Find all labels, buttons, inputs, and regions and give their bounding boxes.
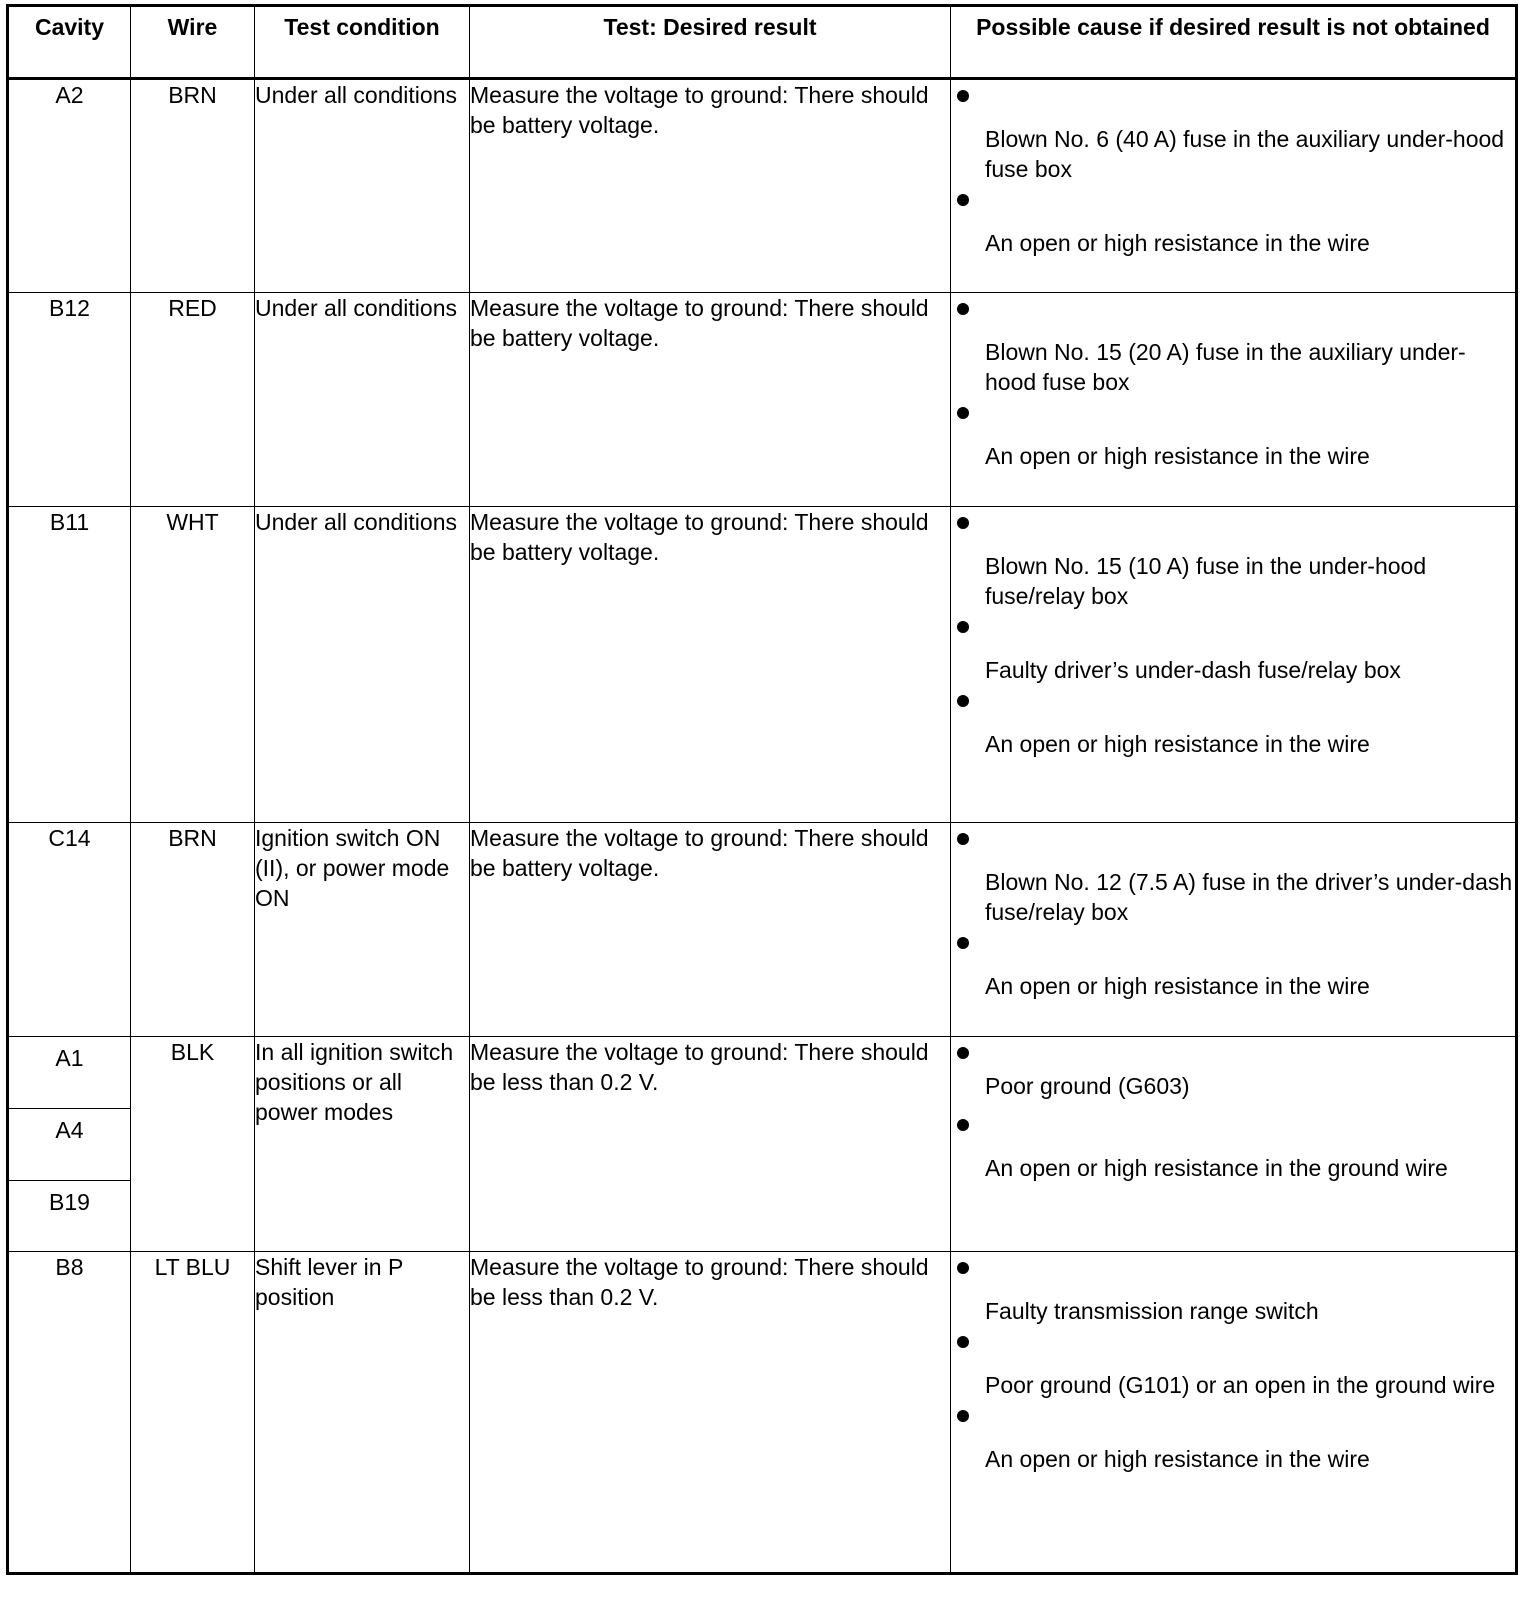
test-table: [6, 4, 1518, 1575]
cause-item: [951, 695, 1515, 759]
cause-text: Blown No. 15 (20 A) fuse in the auxiliary under-hood fuse box: [985, 339, 1466, 395]
bullet-icon: [957, 1336, 969, 1348]
bullet-icon: [957, 1410, 969, 1422]
cavity-cell: B11: [8, 507, 131, 823]
cause-text: Poor ground (G603): [985, 1073, 1190, 1099]
cavity-cell: B12: [8, 293, 131, 507]
wire-cell: LT BLU: [131, 1252, 255, 1574]
cause-text: An open or high resistance in the wire: [985, 230, 1370, 256]
bullet-icon: [957, 1262, 969, 1274]
cause-text: Blown No. 12 (7.5 A) fuse in the driver’s under-dash fuse/relay box: [985, 869, 1513, 925]
cause-text: An open or high resistance in the wire: [985, 443, 1370, 469]
cause-cell: [951, 1037, 1517, 1252]
cavity-cell: C14: [8, 823, 131, 1037]
wire-cell: BLK: [131, 1037, 255, 1252]
header-test-condition: Test condition: [255, 6, 470, 79]
header-desired-result: Test: Desired result: [470, 6, 951, 79]
condition-cell: Under all conditions: [255, 79, 470, 293]
cause-text: An open or high resistance in the wire: [985, 731, 1370, 757]
result-cell: Measure the voltage to ground: There should be battery voltage.: [470, 507, 951, 823]
cause-item: [951, 621, 1515, 685]
cause-item: [951, 1119, 1515, 1183]
cause-item: [951, 937, 1515, 1001]
cause-text: Faulty transmission range switch: [985, 1298, 1319, 1324]
cause-item: [951, 1336, 1515, 1400]
cause-text: Blown No. 6 (40 A) fuse in the auxiliary under-hood fuse box: [985, 126, 1505, 182]
result-cell: Measure the voltage to ground: There should be battery voltage.: [470, 293, 951, 507]
cause-text: Faulty driver’s under-dash fuse/relay box: [985, 657, 1401, 683]
bullet-icon: [957, 937, 969, 949]
cause-item: [951, 1047, 1515, 1101]
cause-item: [951, 1410, 1515, 1474]
cause-item: [951, 517, 1515, 611]
cavity-cell: A2: [8, 79, 131, 293]
cavity-value: A1: [9, 1037, 130, 1109]
result-cell: Measure the voltage to ground: There should be less than 0.2 V.: [470, 1252, 951, 1574]
header-possible-cause: Possible cause if desired result is not obtained: [951, 6, 1517, 79]
cavity-cell: B8: [8, 1252, 131, 1574]
cause-text: An open or high resistance in the ground wire: [985, 1155, 1448, 1181]
bullet-icon: [957, 517, 969, 529]
result-cell: Measure the voltage to ground: There should be less than 0.2 V.: [470, 1037, 951, 1252]
cause-cell: [951, 1252, 1517, 1574]
cavity-value: B19: [49, 1189, 90, 1215]
cause-text: An open or high resistance in the wire: [985, 1446, 1370, 1472]
table-row: [8, 507, 1517, 823]
cavity-value: A4: [9, 1109, 130, 1181]
table-row: [8, 1037, 1517, 1252]
cause-item: [951, 1262, 1515, 1326]
table-row: [8, 79, 1517, 293]
cavity-cell: [8, 1037, 131, 1252]
header-cavity: Cavity: [8, 6, 131, 79]
bullet-icon: [957, 1047, 969, 1059]
table-row: [8, 293, 1517, 507]
header-row: [8, 6, 1517, 79]
cause-item: [951, 90, 1515, 184]
cause-text: An open or high resistance in the wire: [985, 973, 1370, 999]
table-row: [8, 823, 1517, 1037]
condition-cell: In all ignition switch positions or all power modes: [255, 1037, 470, 1252]
condition-cell: Under all conditions: [255, 293, 470, 507]
result-cell: Measure the voltage to ground: There should be battery voltage.: [470, 79, 951, 293]
condition-cell: Under all conditions: [255, 507, 470, 823]
wire-cell: WHT: [131, 507, 255, 823]
bullet-icon: [957, 303, 969, 315]
wire-cell: RED: [131, 293, 255, 507]
condition-cell: Shift lever in P position: [255, 1252, 470, 1574]
table-row: [8, 1252, 1517, 1574]
bullet-icon: [957, 621, 969, 633]
header-wire: Wire: [131, 6, 255, 79]
cause-item: [951, 194, 1515, 258]
wire-cell: BRN: [131, 823, 255, 1037]
bullet-icon: [957, 407, 969, 419]
cause-item: [951, 303, 1515, 397]
bullet-icon: [957, 695, 969, 707]
bullet-icon: [957, 194, 969, 206]
wire-cell: BRN: [131, 79, 255, 293]
cause-cell: [951, 823, 1517, 1037]
bullet-icon: [957, 833, 969, 845]
bullet-icon: [957, 90, 969, 102]
cause-cell: [951, 293, 1517, 507]
condition-cell: Ignition switch ON (II), or power mode ON: [255, 823, 470, 1037]
result-cell: Measure the voltage to ground: There should be battery voltage.: [470, 823, 951, 1037]
cause-text: Poor ground (G101) or an open in the ground wire: [985, 1372, 1496, 1398]
bullet-icon: [957, 1119, 969, 1131]
cause-cell: [951, 79, 1517, 293]
cause-text: Blown No. 15 (10 A) fuse in the under-hood fuse/relay box: [985, 553, 1427, 609]
cause-item: [951, 833, 1515, 927]
cause-cell: [951, 507, 1517, 823]
cause-item: [951, 407, 1515, 471]
